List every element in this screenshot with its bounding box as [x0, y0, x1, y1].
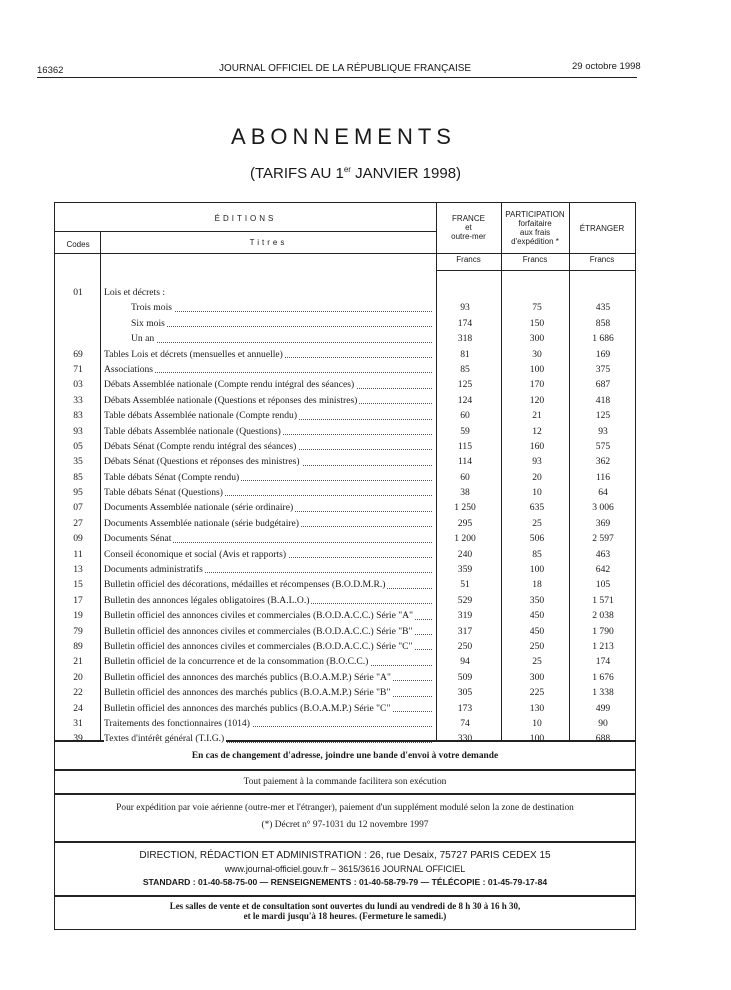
table-row	[55, 624, 635, 639]
price-france: 250	[457, 640, 473, 652]
price-etranger: 174	[595, 656, 611, 668]
table-row	[55, 639, 635, 654]
price-france: 173	[457, 702, 473, 714]
phone-numbers: STANDARD : 01-40-58-75-00 — RENSEIGNEMENTS : 01-40-58-79-79 — TÉLÉCOPIE : 01-45-79-17-84	[142, 877, 548, 887]
price-participation: 225	[529, 687, 545, 699]
row-code: 83	[73, 410, 83, 422]
contact-box	[54, 842, 636, 896]
table-row	[55, 685, 635, 700]
price-etranger: 375	[595, 363, 611, 375]
price-participation: 350	[529, 594, 545, 606]
price-participation: 10	[532, 717, 542, 729]
participation-header: PARTICIPATION forfaitaire aux frais d'expédition *	[505, 210, 565, 246]
row-title: Débats Assemblée nationale (Questions et réponses des ministres)	[104, 393, 432, 408]
decree-text: (*) Décret n° 97-1031 du 12 novembre 1997	[261, 820, 429, 830]
journal-title: JOURNAL OFFICIEL DE LA RÉPUBLIQUE FRANÇAISE	[219, 63, 472, 74]
price-participation: 130	[529, 702, 545, 714]
price-france: 1 250	[454, 502, 476, 514]
price-participation: 170	[529, 379, 545, 391]
price-france: 115	[457, 440, 473, 452]
table-row	[55, 670, 635, 685]
price-france: 114	[457, 456, 473, 468]
row-code: 05	[73, 440, 83, 452]
price-france: 529	[457, 594, 473, 606]
table-row	[55, 377, 635, 392]
france-header: FRANCE et outre-mer	[451, 214, 486, 241]
row-code: 17	[73, 594, 83, 606]
row-code: 15	[73, 579, 83, 591]
price-participation: 450	[529, 610, 545, 622]
price-participation: 250	[529, 640, 545, 652]
price-participation: 18	[532, 579, 542, 591]
table-row	[55, 331, 635, 346]
row-code: 21	[73, 656, 83, 668]
price-france: 59	[460, 425, 470, 437]
row-title: Documents Assemblée nationale (série ordinaire)	[104, 500, 432, 515]
price-etranger: 687	[595, 379, 611, 391]
titres-header: Titres	[249, 238, 288, 247]
table-row	[55, 654, 635, 669]
website: www.journal-officiel.gouv.fr – 3615/3616 JOURNAL OFFICIEL	[224, 864, 466, 874]
issue-date: 29 octobre 1998	[572, 61, 641, 72]
price-etranger: 858	[595, 317, 611, 329]
price-france: 319	[457, 610, 473, 622]
table-row	[55, 577, 635, 592]
table-row	[55, 470, 635, 485]
row-title: Table débats Assemblée nationale (Compte rendu)	[104, 408, 432, 423]
price-etranger: 1 571	[592, 594, 614, 606]
row-title: Six mois	[131, 316, 432, 331]
table-row	[55, 300, 635, 315]
price-etranger: 1 338	[592, 687, 614, 699]
price-etranger: 2 038	[592, 610, 614, 622]
price-france: 94	[460, 656, 470, 668]
price-etranger: 463	[595, 548, 611, 560]
price-etranger: 575	[595, 440, 611, 452]
price-participation: 93	[532, 456, 542, 468]
row-title: Débats Assemblée nationale (Compte rendu intégral des séances)	[104, 377, 432, 392]
table-row	[55, 485, 635, 500]
row-title: Conseil économique et social (Avis et rapports)	[104, 547, 432, 562]
address-change-note: En cas de changement d'adresse, joindre une bande d'envoi à votre demande	[54, 741, 636, 770]
row-title: Bulletin officiel des décorations, médailles et récompenses (B.O.D.M.R.)	[104, 577, 432, 592]
price-participation: 10	[532, 487, 542, 499]
price-participation: 100	[529, 733, 545, 745]
direction-address: DIRECTION, RÉDACTION ET ADMINISTRATION : 26, rue Desaix, 75727 PARIS CEDEX 15	[139, 850, 551, 861]
price-etranger: 2 597	[592, 533, 614, 545]
price-etranger: 1 686	[592, 333, 614, 345]
row-code: 27	[73, 517, 83, 529]
row-title: Bulletin officiel des annonces des marchés publics (B.O.A.M.P.) Série "B"	[104, 685, 432, 700]
row-title: Documents administratifs	[104, 562, 432, 577]
row-code: 93	[73, 425, 83, 437]
table-row	[55, 393, 635, 408]
row-title: Bulletin officiel des annonces civiles et commerciales (B.O.D.A.C.C.) Série "A"	[104, 608, 432, 623]
header-rule	[37, 77, 637, 78]
price-france: 305	[457, 687, 473, 699]
price-etranger: 93	[598, 425, 608, 437]
hours-line: et le mardi jusqu'à 18 heures. (Fermeture le samedi.)	[243, 911, 447, 921]
row-title: Lois et décrets :	[104, 287, 166, 298]
row-code: 13	[73, 564, 83, 576]
row-title: Table débats Assemblée nationale (Questions)	[104, 424, 432, 439]
row-code: 79	[73, 625, 83, 637]
row-code: 19	[73, 610, 83, 622]
price-participation: 635	[529, 502, 545, 514]
price-participation: 12	[532, 425, 542, 437]
air-shipping-text: Pour expédition par voie aérienne (outre-mer et l'étranger), paiement d'un supplément modulé selon la zone de destination	[116, 803, 574, 813]
table-row	[55, 593, 635, 608]
header-divider	[55, 253, 635, 254]
price-france: 85	[460, 363, 470, 375]
price-france: 318	[457, 333, 473, 345]
price-france: 38	[460, 487, 470, 499]
price-etranger: 3 006	[592, 502, 614, 514]
price-participation: 450	[529, 625, 545, 637]
table-row	[55, 424, 635, 439]
row-code: 69	[73, 348, 83, 360]
price-france: 51	[460, 579, 470, 591]
price-france: 60	[460, 410, 470, 422]
price-participation: 85	[532, 548, 542, 560]
price-france: 74	[460, 717, 470, 729]
codes-header: Codes	[66, 240, 90, 249]
header-divider	[55, 231, 436, 232]
price-france: 317	[457, 625, 473, 637]
row-title: Un an	[131, 331, 432, 346]
page-number: 16362	[37, 65, 64, 76]
row-code: 39	[73, 733, 83, 745]
table-row	[55, 531, 635, 546]
price-participation: 21	[532, 410, 542, 422]
table-row	[55, 285, 635, 300]
row-code: 71	[73, 363, 83, 375]
row-title: Table débats Sénat (Compte rendu)	[104, 470, 432, 485]
row-title: Documents Sénat	[104, 531, 432, 546]
row-code: 85	[73, 471, 83, 483]
payment-note: Tout paiement à la commande facilitera son exécution	[54, 770, 636, 794]
row-code: 07	[73, 502, 83, 514]
table-row	[55, 608, 635, 623]
price-france: 174	[457, 317, 473, 329]
row-title: Table débats Sénat (Questions)	[104, 485, 432, 500]
price-etranger: 1 213	[592, 640, 614, 652]
row-title: Textes d'intérêt général (T.I.G.)	[104, 731, 432, 746]
row-code: 31	[73, 717, 83, 729]
price-etranger: 499	[595, 702, 611, 714]
table-row	[55, 562, 635, 577]
price-etranger: 688	[595, 733, 611, 745]
price-participation: 150	[529, 317, 545, 329]
table-row	[55, 500, 635, 515]
row-title: Trois mois	[131, 300, 432, 315]
price-etranger: 435	[595, 302, 611, 314]
price-france: 359	[457, 564, 473, 576]
price-etranger: 169	[595, 348, 611, 360]
row-code: 33	[73, 394, 83, 406]
row-title: Bulletin officiel de la concurrence et de la consommation (B.O.C.C.)	[104, 654, 432, 669]
row-code: 01	[73, 287, 83, 298]
row-title: Bulletin officiel des annonces civiles et commerciales (B.O.D.A.C.C.) Série "C"	[104, 639, 432, 654]
price-etranger: 1 790	[592, 625, 614, 637]
price-participation: 30	[532, 348, 542, 360]
shipping-note	[54, 794, 636, 842]
price-france: 93	[460, 302, 470, 314]
price-participation: 75	[532, 302, 542, 314]
unit-label: Francs	[456, 255, 481, 264]
price-participation: 100	[529, 564, 545, 576]
row-code: 09	[73, 533, 83, 545]
price-france: 124	[457, 394, 473, 406]
price-france: 81	[460, 348, 470, 360]
page-title: ABONNEMENTS	[231, 124, 456, 149]
table-row	[55, 347, 635, 362]
price-etranger: 90	[598, 717, 608, 729]
header-divider	[436, 270, 635, 271]
table-row	[55, 408, 635, 423]
row-title: Débats Sénat (Questions et réponses des ministres)	[104, 454, 432, 469]
price-france: 330	[457, 733, 473, 745]
row-code: 22	[73, 687, 83, 699]
hours-line: Les salles de vente et de consultation sont ouvertes du lundi au vendredi de 8 h 30 à 16 h 30,	[169, 901, 521, 911]
row-code: 89	[73, 640, 83, 652]
row-code: 03	[73, 379, 83, 391]
row-title: Tables Lois et décrets (mensuelles et annuelle)	[104, 347, 432, 362]
row-code: 35	[73, 456, 83, 468]
price-participation: 160	[529, 440, 545, 452]
row-title: Bulletin officiel des annonces des marchés publics (B.O.A.M.P.) Série "A"	[104, 670, 432, 685]
price-france: 509	[457, 671, 473, 683]
table-row	[55, 362, 635, 377]
table-row	[55, 716, 635, 731]
row-title: Bulletin des annonces légales obligatoires (B.A.L.O.)	[104, 593, 432, 608]
table-row	[55, 316, 635, 331]
price-participation: 300	[529, 671, 545, 683]
table-row	[55, 439, 635, 454]
row-title: Associations	[104, 362, 432, 377]
price-etranger: 642	[595, 564, 611, 576]
row-title: Traitements des fonctionnaires (1014)	[104, 716, 432, 731]
price-france: 295	[457, 517, 473, 529]
price-participation: 300	[529, 333, 545, 345]
row-code: 95	[73, 487, 83, 499]
price-etranger: 125	[595, 410, 611, 422]
price-etranger: 105	[595, 579, 611, 591]
price-participation: 506	[529, 533, 545, 545]
pricing-table	[54, 202, 636, 745]
price-etranger: 116	[595, 471, 611, 483]
etranger-header: ÉTRANGER	[579, 224, 625, 233]
price-france: 60	[460, 471, 470, 483]
unit-label: Francs	[589, 255, 615, 264]
editions-header: ÉDITIONS	[214, 214, 277, 223]
price-participation: 100	[529, 363, 545, 375]
table-row	[55, 516, 635, 531]
price-participation: 20	[532, 471, 542, 483]
table-body	[55, 285, 635, 747]
table-row	[55, 701, 635, 716]
row-title: Débats Sénat (Compte rendu intégral des séances)	[104, 439, 432, 454]
price-etranger: 369	[595, 517, 611, 529]
price-participation: 120	[529, 394, 545, 406]
opening-hours	[54, 896, 636, 930]
price-france: 125	[457, 379, 473, 391]
price-etranger: 418	[595, 394, 611, 406]
row-code: 24	[73, 702, 83, 714]
price-participation: 25	[532, 517, 542, 529]
table-row	[55, 547, 635, 562]
price-france: 240	[457, 548, 473, 560]
price-participation: 25	[532, 656, 542, 668]
price-etranger: 362	[595, 456, 611, 468]
row-title: Documents Assemblée nationale (série budgétaire)	[104, 516, 432, 531]
price-etranger: 64	[598, 487, 608, 499]
unit-label: Francs	[522, 255, 548, 264]
table-row	[55, 454, 635, 469]
row-code: 11	[73, 548, 83, 560]
price-france: 1 200	[454, 533, 476, 545]
row-title: Bulletin officiel des annonces civiles et commerciales (B.O.D.A.C.C.) Série "B"	[104, 624, 432, 639]
price-etranger: 1 676	[592, 671, 614, 683]
page-subtitle: (TARIFS AU 1er JANVIER 1998)	[249, 165, 462, 182]
row-title: Bulletin officiel des annonces des marchés publics (B.O.A.M.P.) Série "C"	[104, 701, 432, 716]
row-code: 20	[73, 671, 83, 683]
